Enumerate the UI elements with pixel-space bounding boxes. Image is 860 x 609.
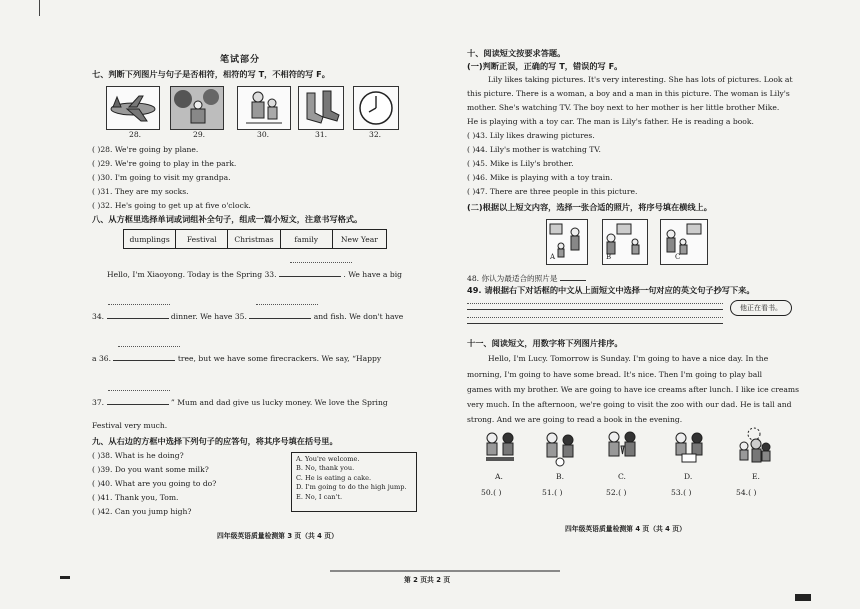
item-45[interactable]: ( )45. Mike is Lily's brother. bbox=[467, 159, 574, 168]
scene-label-a: A. bbox=[495, 472, 503, 481]
blank-34[interactable] bbox=[107, 309, 169, 319]
item-39[interactable]: ( )39. Do you want some milk? bbox=[92, 465, 209, 474]
blank-36[interactable] bbox=[113, 351, 175, 361]
children-playing-icon bbox=[542, 430, 578, 470]
answer-line-49b[interactable] bbox=[467, 323, 723, 324]
pic-number-28: 28. bbox=[129, 130, 142, 139]
children-icecream-icon bbox=[604, 428, 640, 470]
q48-text: 48. 你认为最适合的照片是 bbox=[467, 274, 558, 283]
passage-11-line-4: very much. In the afternoon, we're going to visit the zoo with our dad. He is tall and bbox=[467, 400, 792, 409]
family-zoo-icon bbox=[734, 426, 774, 470]
scan-mark bbox=[60, 576, 70, 579]
photo-label-a: A bbox=[550, 253, 556, 261]
item-28[interactable]: ( )28. We're going by plane. bbox=[92, 145, 199, 154]
scan-mark bbox=[39, 0, 40, 16]
sec10-sub1: (一)判断正误，正确的写 T，错误的写 F。 bbox=[467, 61, 623, 71]
passage-11-line-1: Hello, I'm Lucy. Tomorrow is Sunday. I'm going to have a nice day. In the bbox=[488, 354, 769, 363]
clock-picture bbox=[353, 86, 399, 130]
grandpa-picture bbox=[237, 86, 291, 130]
guide-line bbox=[108, 390, 170, 391]
answer-guide-line bbox=[467, 303, 723, 304]
word-family: family bbox=[281, 230, 333, 248]
item-32[interactable]: ( )32. He's going to get up at five o'clock. bbox=[92, 201, 251, 210]
answer-options-box bbox=[291, 452, 417, 512]
passage-text: . We have a big bbox=[343, 270, 403, 279]
passage-10-line-3: mother. She's watching TV. The boy next to her mother is her little brother Mike. bbox=[467, 103, 780, 112]
socks-icon bbox=[299, 87, 343, 129]
family-photo-icon bbox=[661, 220, 707, 264]
word-christmas: Christmas bbox=[228, 230, 280, 248]
passage-line-3 bbox=[92, 351, 381, 364]
scene-c bbox=[604, 428, 640, 470]
item-42[interactable]: ( )42. Can you jump high? bbox=[92, 507, 192, 516]
passage-11-line-3: games with my brother. We are going to have ice creams after lunch. I like ice creams bbox=[467, 385, 800, 394]
passage-10-line-1: Lily likes taking pictures. It's very interesting. She has lots of pictures. Look at bbox=[488, 75, 793, 84]
answer-guide-line bbox=[467, 317, 723, 318]
passage-text: Hello, I'm Xiaoyong. Today is the Spring 33. bbox=[107, 270, 277, 279]
right-page-footer: 四年级英语质量检测第 4 页（共 4 页） bbox=[565, 525, 686, 533]
passage-text: ” Mum and dad give us lucky money. We love the Spring bbox=[170, 398, 388, 407]
option-b: B. No, thank you. bbox=[296, 464, 355, 473]
option-d: D. I'm going to do the high jump. bbox=[296, 483, 407, 492]
item-47[interactable]: ( )47. There are three people in this picture. bbox=[467, 187, 638, 196]
passage-line-5: Festival very much. bbox=[92, 421, 168, 430]
scene-d bbox=[671, 430, 707, 470]
word-new-year: New Year bbox=[340, 234, 378, 244]
photo-label-b: B bbox=[606, 253, 612, 261]
sec8-heading: 八、从方框里选择单词或词组补全句子，组成一篇小短文，注意书写格式。 bbox=[92, 214, 363, 224]
answer-line-49[interactable] bbox=[467, 309, 723, 310]
sec10-sub2: (二)根据以上短文内容，选择一张合适的照片，将序号填在横线上。 bbox=[467, 202, 712, 212]
item-29[interactable]: ( )29. We're going to play in the park. bbox=[92, 159, 237, 168]
pic-number-31: 31. bbox=[315, 130, 328, 139]
blank-33[interactable] bbox=[279, 267, 341, 277]
passage-text: a 36. bbox=[92, 354, 112, 363]
passage-text: tree, but we have some firecrackers. We say, “Happy bbox=[177, 354, 382, 363]
sec9-heading: 九、从右边的方框中选择下列句子的应答句，将其序号填在括号里。 bbox=[92, 436, 338, 446]
item-46[interactable]: ( )46. Mike is playing with a toy train. bbox=[467, 173, 613, 182]
scan-mark bbox=[795, 594, 811, 601]
item-40[interactable]: ( )40. What are you going to do? bbox=[92, 479, 217, 488]
item-38[interactable]: ( )38. What is he doing? bbox=[92, 451, 184, 460]
sec7-heading: 七、判断下列图片与句子是否相符，相符的写 T，不相符的写 F。 bbox=[92, 69, 330, 79]
option-c: C. He is eating a cake. bbox=[296, 473, 372, 482]
park-icon bbox=[171, 87, 223, 129]
blank-48[interactable] bbox=[560, 271, 586, 281]
sheet-page-number: 第 2 页共 2 页 bbox=[404, 576, 451, 584]
scene-e bbox=[734, 426, 774, 470]
scene-label-c: C. bbox=[618, 472, 626, 481]
word-festival: Festival bbox=[176, 230, 228, 248]
passage-text: and fish. We don't have bbox=[313, 312, 404, 321]
scan-mark bbox=[330, 570, 560, 572]
children-reading-icon bbox=[671, 430, 707, 470]
scene-a bbox=[482, 430, 518, 470]
photo-a[interactable] bbox=[546, 219, 588, 265]
photo-c[interactable] bbox=[660, 219, 708, 265]
passage-line-2 bbox=[92, 309, 403, 322]
clock-icon bbox=[354, 87, 398, 129]
guide-line bbox=[256, 304, 318, 305]
option-a: A. You're welcome. bbox=[296, 455, 360, 463]
answer-54[interactable]: 54.( ) bbox=[736, 488, 757, 497]
passage-line-1 bbox=[107, 267, 402, 280]
park-picture bbox=[170, 86, 224, 130]
answer-51[interactable]: 51.( ) bbox=[542, 488, 563, 497]
word-box bbox=[123, 229, 387, 249]
scene-label-e: E. bbox=[752, 472, 760, 481]
left-page-footer: 四年级英语质量检测第 3 页（共 4 页） bbox=[217, 532, 338, 540]
passage-10-line-2: this picture. There is a woman, a boy and a man in this picture. The woman is Lily's bbox=[467, 89, 790, 98]
sec11-heading: 十一、阅读短文，用数字将下列图片排序。 bbox=[467, 338, 623, 348]
pic-number-30: 30. bbox=[257, 130, 270, 139]
passage-11-line-5: strong. And we are going to read a book in the evening. bbox=[467, 415, 683, 424]
passage-line-4 bbox=[92, 395, 388, 408]
children-eating-icon bbox=[482, 430, 518, 470]
q48 bbox=[467, 271, 586, 284]
item-43[interactable]: ( )43. Lily likes drawing pictures. bbox=[467, 131, 595, 140]
item-44[interactable]: ( )44. Lily's mother is watching TV. bbox=[467, 145, 601, 154]
passage-10-line-4: He is playing with a toy car. The man is Lily's father. He is reading a book. bbox=[467, 117, 754, 126]
pic-number-29: 29. bbox=[193, 130, 206, 139]
pic-number-32: 32. bbox=[369, 130, 382, 139]
photo-b[interactable] bbox=[602, 219, 648, 265]
speech-bubble: 他正在看书。 bbox=[730, 300, 792, 316]
passage-text: 34. bbox=[92, 312, 105, 321]
socks-picture bbox=[298, 86, 344, 130]
guide-line bbox=[118, 346, 180, 347]
photo-label-c: C bbox=[675, 253, 681, 261]
item-41[interactable]: ( )41. Thank you, Tom. bbox=[92, 493, 179, 502]
people-icon bbox=[238, 87, 290, 129]
blank-37[interactable] bbox=[107, 395, 169, 405]
passage-text: 37. bbox=[92, 398, 105, 407]
word-dumplings: dumplings bbox=[124, 230, 176, 248]
q49: 49. 请根据右下对话框的中文从上面短文中选择一句对应的英文句子抄写下来。 bbox=[467, 285, 755, 295]
scene-label-d: D. bbox=[684, 472, 693, 481]
answer-53[interactable]: 53.( ) bbox=[671, 488, 692, 497]
answer-52[interactable]: 52.( ) bbox=[606, 488, 627, 497]
sec10-heading: 十、阅读短文按要求答题。 bbox=[467, 48, 566, 58]
passage-11-line-2: morning, I'm going to have some bread. It's nice. Then I'm going to play ball bbox=[467, 370, 763, 379]
plane-picture bbox=[106, 86, 160, 130]
scene-b bbox=[542, 430, 578, 470]
answer-50[interactable]: 50.( ) bbox=[481, 488, 502, 497]
section-title: 笔试部分 bbox=[220, 55, 261, 65]
guide-line bbox=[108, 304, 170, 305]
option-e: E. No, I can't. bbox=[296, 492, 343, 501]
item-30[interactable]: ( )30. I'm going to visit my grandpa. bbox=[92, 173, 231, 182]
guide-line bbox=[290, 262, 352, 263]
item-31[interactable]: ( )31. They are my socks. bbox=[92, 187, 189, 196]
passage-text: dinner. We have 35. bbox=[170, 312, 247, 321]
scene-label-b: B. bbox=[556, 472, 564, 481]
blank-35[interactable] bbox=[249, 309, 311, 319]
plane-icon bbox=[107, 87, 159, 129]
